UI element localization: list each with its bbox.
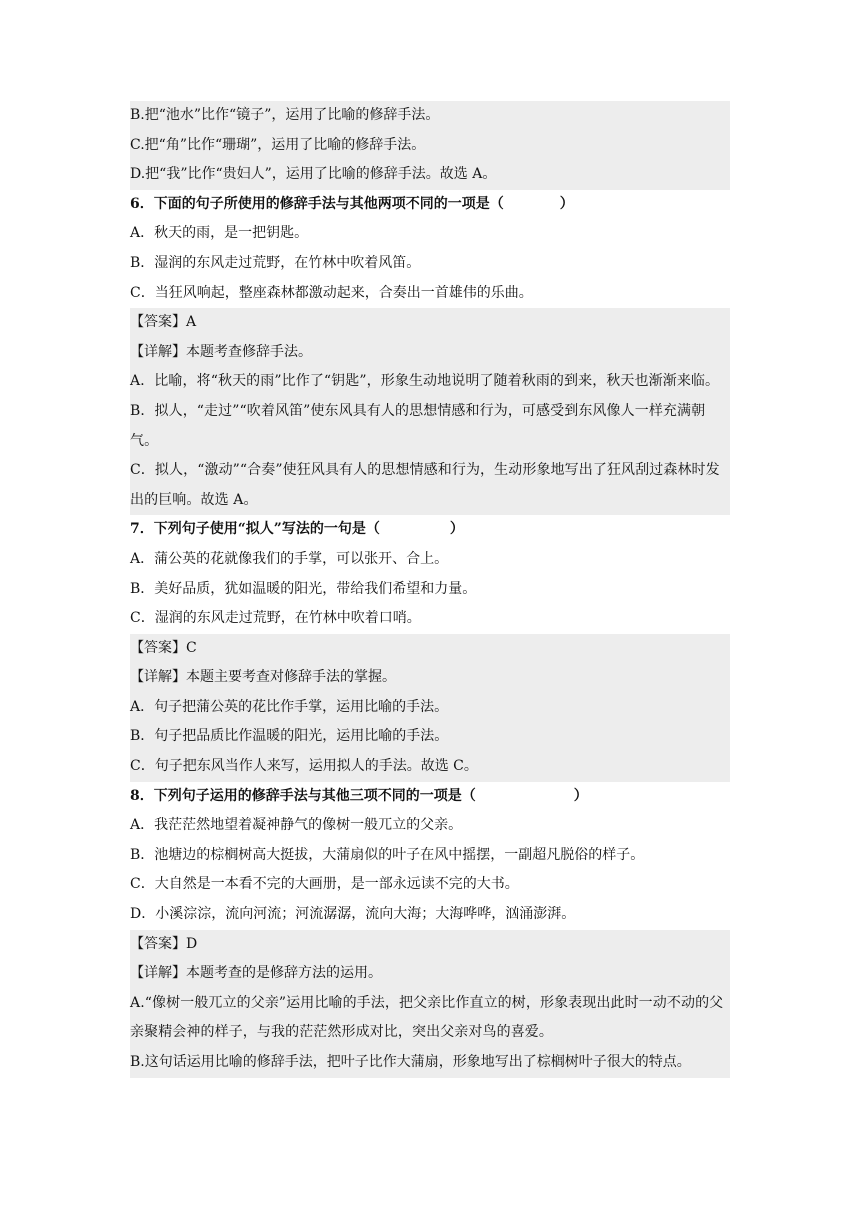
- question-stem: 8．下列句子运用的修辞手法与其他三项不同的一项是（ ）: [130, 787, 588, 804]
- answer-line: 【答案】D: [130, 935, 198, 952]
- q6-question-block: [130, 190, 730, 308]
- answer-line: 【答案】C: [130, 639, 197, 656]
- detail-line: 【详解】本题主要考查对修辞手法的掌握。: [130, 669, 396, 686]
- q7-question-block: [130, 515, 730, 633]
- explanation-line: A．比喻，将“秋天的雨”比作了“钥匙”，形象生动地说明了随着秋雨的到来，秋天也渐渐来临。: [130, 373, 720, 390]
- option-b: B．池塘边的棕榈树高大挺拔，大蒲扇似的叶子在风中摇摆，一副超凡脱俗的样子。: [130, 846, 645, 863]
- explanation-line: C.把“角”比作“珊瑚”，运用了比喻的修辞手法。: [130, 136, 426, 153]
- q7-answer-block: [130, 634, 730, 782]
- explanation-line: B.这句话运用比喻的修辞手法，把叶子比作大蒲扇，形象地写出了棕榈树叶子很大的特点。: [130, 1054, 691, 1070]
- explanation-line: A.“像树一般兀立的父亲”运用比喻的手法，把父亲比作直立的树，形象表现出此时一动不动的父亲聚精会神的样子，与我的茫茫然形成对比，突出父亲对鸟的喜爱。: [130, 994, 724, 1041]
- option-b: B．美好品质，犹如温暖的阳光，带给我们希望和力量。: [130, 580, 477, 597]
- answer-line: 【答案】A: [130, 314, 197, 331]
- q6-answer-block: [130, 308, 730, 515]
- q8-question-block: [130, 782, 730, 930]
- option-a: A．蒲公英的花就像我们的手掌，可以张开、合上。: [130, 550, 449, 567]
- explanation-line: A．句子把蒲公英的花比作手掌，运用比喻的手法。: [130, 698, 449, 715]
- explanation-line: D.把“我”比作“贵妇人”，运用了比喻的修辞手法。故选 A。: [130, 166, 497, 183]
- question-stem: 6．下面的句子所使用的修辞手法与其他两项不同的一项是（ ）: [130, 195, 574, 212]
- document-page: [130, 101, 730, 1078]
- q5-explanation-block: [130, 101, 730, 190]
- explanation-line: B．句子把品质比作温暖的阳光，运用比喻的手法。: [130, 728, 449, 745]
- option-c: C．大自然是一本看不完的大画册，是一部永远读不完的大书。: [130, 876, 519, 893]
- explanation-line: B．拟人，“走过”“吹着风笛”使东风具有人的思想情感和行为，可感受到东风像人一样充满朝气。: [130, 402, 706, 449]
- explanation-line: C．句子把东风当作人来写，运用拟人的手法。故选 C。: [130, 758, 478, 775]
- option-d: D．小溪淙淙，流向河流；河流潺潺，流向大海；大海哗哗，汹涌澎湃。: [130, 906, 576, 923]
- q8-answer-block: [130, 930, 730, 1078]
- detail-line: 【详解】本题考查修辞手法。: [130, 343, 312, 360]
- option-c: C．当狂风响起，整座森林都激动起来，合奏出一首雄伟的乐曲。: [130, 284, 533, 301]
- option-c: C．湿润的东风走过荒野，在竹林中吹着口哨。: [130, 610, 421, 627]
- detail-line: 【详解】本题考查的是修辞方法的运用。: [130, 965, 382, 982]
- question-stem: 7．下列句子使用“拟人”写法的一句是（ ）: [130, 521, 464, 538]
- option-a: A．秋天的雨，是一把钥匙。: [130, 225, 309, 242]
- option-b: B．湿润的东风走过荒野，在竹林中吹着风笛。: [130, 254, 421, 271]
- explanation-line: B.把“池水”比作“镜子”，运用了比喻的修辞手法。: [130, 107, 440, 123]
- explanation-line: C．拟人，“激动”“合奏”使狂风具有人的思想情感和行为，生动形象地写出了狂风刮过森林时发出的巨响。故选 A。: [130, 462, 720, 508]
- option-a: A．我茫茫然地望着凝神静气的像树一般兀立的父亲。: [130, 817, 463, 834]
